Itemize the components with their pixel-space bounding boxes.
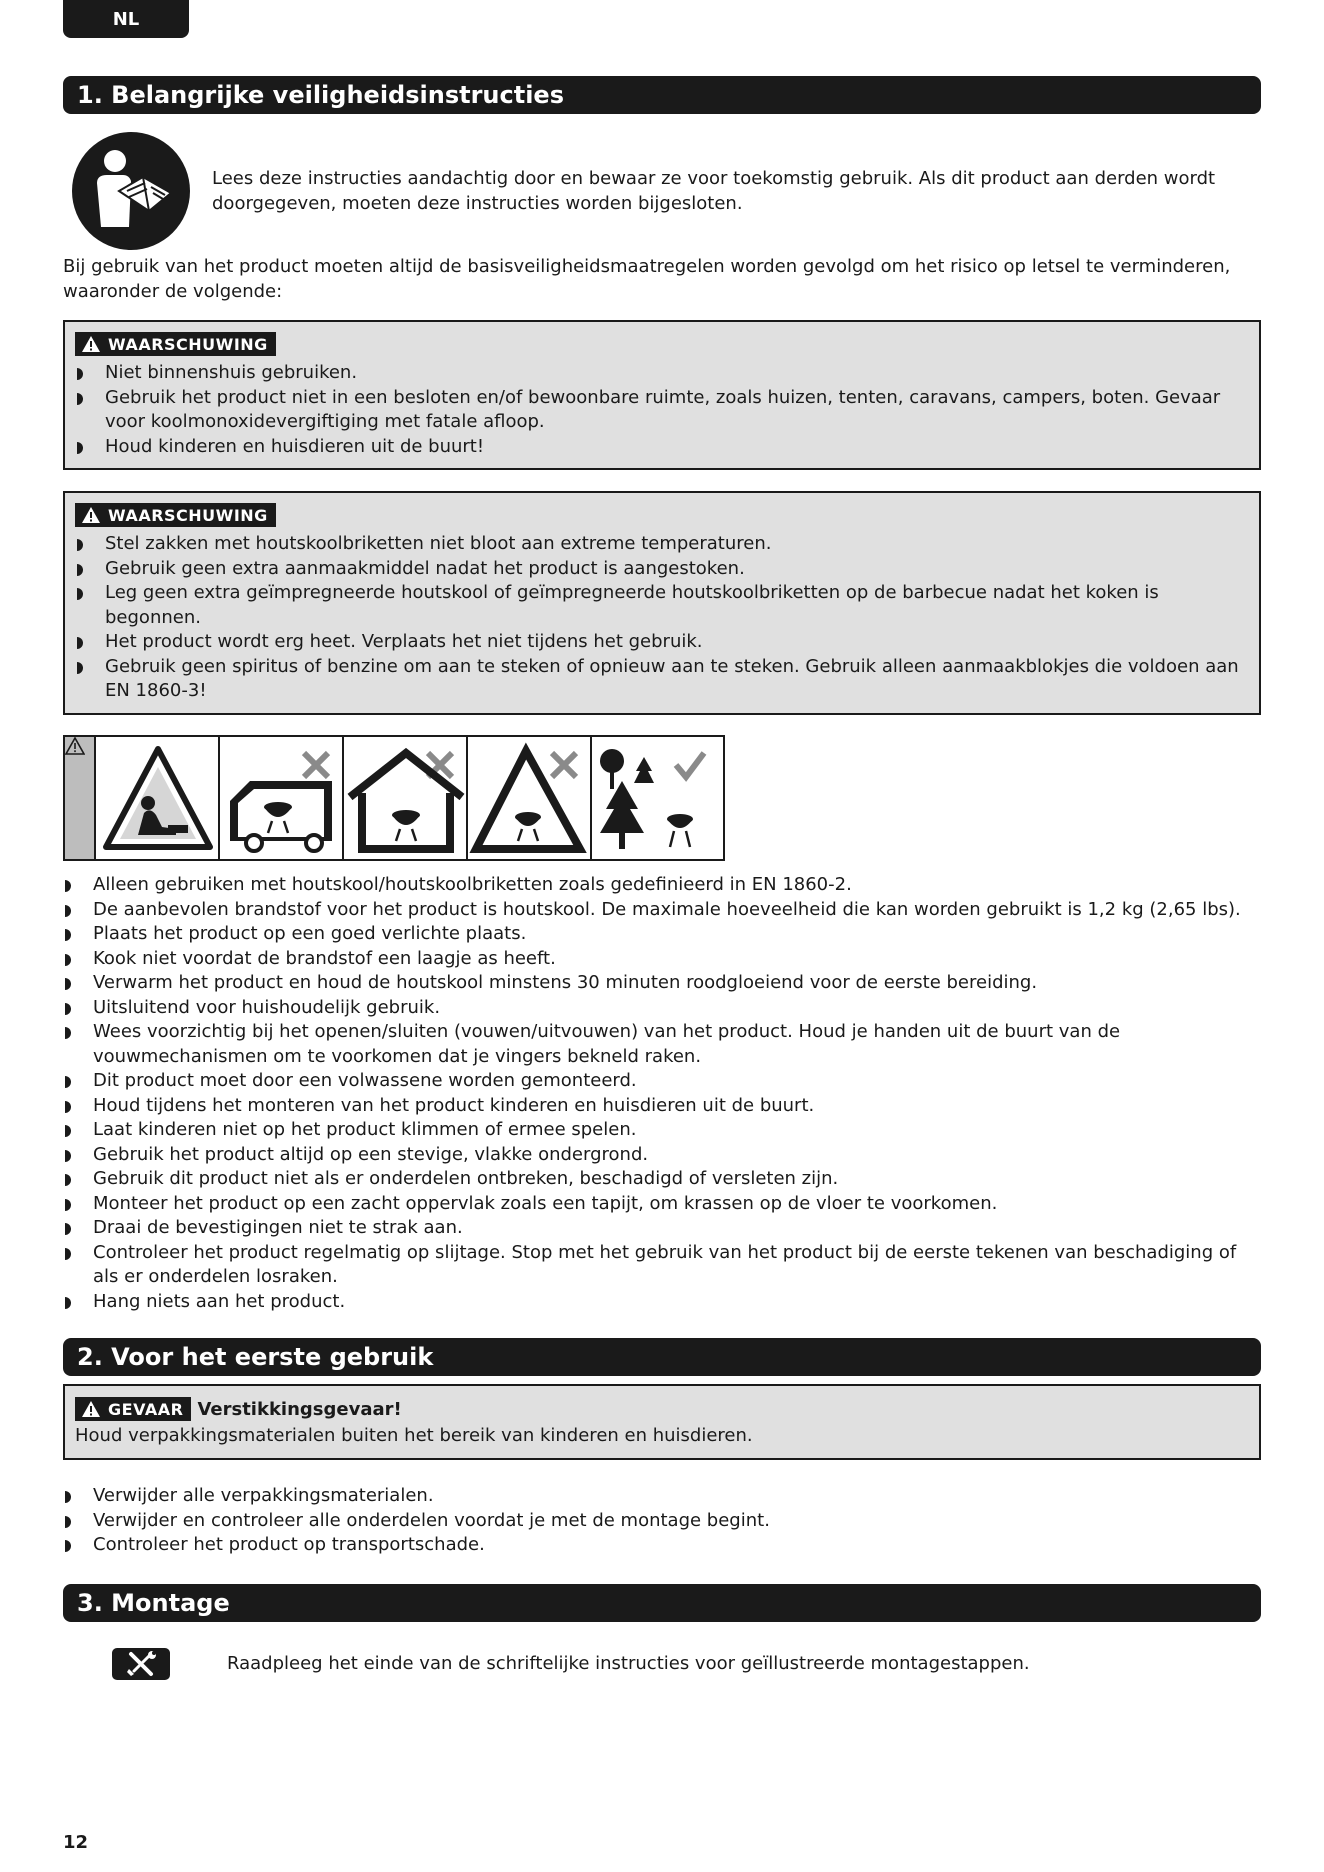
- warning-list-1: [75, 361, 1249, 459]
- tools-icon: [112, 1648, 170, 1680]
- warning-badge: [75, 332, 276, 356]
- warning-triangle-icon: [81, 335, 101, 353]
- pictogram-co-warning: [96, 737, 220, 859]
- danger-label: GEVAAR: [108, 1399, 184, 1419]
- danger-text: Houd verpakkingsmaterialen buiten het bereik van kinderen en huisdieren.: [75, 1425, 753, 1446]
- list-item: Controleer het product op transportschade.: [63, 1533, 1261, 1558]
- carbon-monoxide-warning-icon: [96, 737, 220, 859]
- list-item: Monteer het product op een zacht oppervlak zoals een tapijt, om krassen op de vloer te voorkomen.: [63, 1192, 1261, 1217]
- page-number: 12: [63, 1832, 89, 1853]
- read-instructions-text: Lees deze instructies aandachtig door en bewaar ze voor toekomstig gebruik. Als dit product aan derden wordt doorgegeven, moeten deze instructies worden bijgesloten.: [212, 168, 1216, 214]
- section-title-assembly: 3. Montage: [63, 1584, 1261, 1622]
- danger-heading: Verstikkingsgevaar!: [197, 1398, 402, 1420]
- list-item: De aanbevolen brandstof voor het product is houtskool. De maximale hoeveelheid die kan worden gebruikt is 1,2 kg (2,65 lbs).: [63, 898, 1261, 923]
- danger-box: [63, 1384, 1261, 1460]
- list-item: Verwijder alle verpakkingsmaterialen.: [63, 1484, 1261, 1509]
- pictogram-side-tab: [65, 737, 96, 859]
- list-item: Draai de bevestigingen niet te strak aan.: [63, 1216, 1261, 1241]
- warning-box-1: [63, 320, 1261, 470]
- list-item: Houd kinderen en huisdieren uit de buurt!: [75, 435, 1249, 460]
- list-item: Gebruik geen extra aanmaakmiddel nadat het product is aangestoken.: [75, 557, 1249, 582]
- list-item: Leg geen extra geïmpregneerde houtskool of geïmpregneerde houtskoolbriketten op de barbecue nadat het koken is begonnen.: [75, 581, 1249, 630]
- list-item: Verwijder en controleer alle onderdelen voordat je met de montage begint.: [63, 1509, 1261, 1534]
- outdoor-ok-icon: [592, 737, 716, 859]
- warning-label: WAARSCHUWING: [108, 334, 268, 354]
- list-item: Niet binnenshuis gebruiken.: [75, 361, 1249, 386]
- list-item: Verwarm het product en houd de houtskool minstens 30 minuten roodgloeiend voor de eerste bereiding.: [63, 971, 1261, 996]
- assembly-text: Raadpleeg het einde van de schriftelijke instructies voor geïllustreerde montagestappen.: [227, 1653, 1030, 1674]
- no-house-icon: [344, 737, 468, 859]
- list-item: Uitsluitend voor huishoudelijk gebruik.: [63, 996, 1261, 1021]
- warning-box-2: [63, 491, 1261, 715]
- section-title-safety: 1. Belangrijke veiligheidsinstructies: [63, 76, 1261, 114]
- warning-triangle-icon: [81, 1400, 101, 1418]
- list-item: Stel zakken met houtskoolbriketten niet bloot aan extreme temperaturen.: [75, 532, 1249, 557]
- list-item: Wees voorzichtig bij het openen/sluiten (vouwen/uitvouwen) van het product. Houd je handen uit de buurt van de vouwmechanismen om te voorkomen dat je vingers bekneld raken.: [63, 1020, 1261, 1069]
- section-title-before-first-use: 2. Voor het eerste gebruik: [63, 1338, 1261, 1376]
- warning-label: WAARSCHUWING: [108, 505, 268, 525]
- warning-triangle-icon: [81, 506, 101, 524]
- list-item: Controleer het product regelmatig op slijtage. Stop met het gebruik van het product bij de eerste tekenen van beschadiging of als er onderdelen losraken.: [63, 1241, 1261, 1290]
- list-item: Gebruik dit product niet als er onderdelen ontbreken, beschadigd of versleten zijn.: [63, 1167, 1261, 1192]
- pictogram-outdoor-ok: [592, 737, 716, 859]
- warning-badge: [75, 503, 276, 527]
- list-item: Gebruik het product altijd op een stevige, vlakke ondergrond.: [63, 1143, 1261, 1168]
- list-item: Alleen gebruiken met houtskool/houtskoolbriketten zoals gedefinieerd in EN 1860-2.: [63, 873, 1261, 898]
- list-item: Gebruik het product niet in een besloten en/of bewoonbare ruimte, zoals huizen, tenten, caravans, campers, boten. Gevaar voor koolmonoxidevergiftiging met fatale afloop.: [75, 386, 1249, 435]
- read-manual-icon: [71, 131, 191, 251]
- before-use-list: [63, 1484, 1261, 1558]
- safety-list: [63, 873, 1261, 1314]
- list-item: Kook niet voordat de brandstof een laagje as heeft.: [63, 947, 1261, 972]
- pictogram-strip: [63, 735, 725, 861]
- list-item: Dit product moet door een volwassene worden gemonteerd.: [63, 1069, 1261, 1094]
- no-tent-icon: [468, 737, 592, 859]
- pictogram-no-vehicle: [220, 737, 344, 859]
- small-warning-icon: [65, 737, 85, 755]
- pictogram-no-tent: [468, 737, 592, 859]
- list-item: Hang niets aan het product.: [63, 1290, 1261, 1315]
- list-item: Gebruik geen spiritus of benzine om aan te steken of opnieuw aan te steken. Gebruik alleen aanmaakblokjes die voldoen aan EN 1860-3!: [75, 655, 1249, 704]
- list-item: Het product wordt erg heet. Verplaats het niet tijdens het gebruik.: [75, 630, 1249, 655]
- language-tab: NL: [63, 0, 189, 38]
- list-item: Plaats het product op een goed verlichte plaats.: [63, 922, 1261, 947]
- pictogram-no-indoor: [344, 737, 468, 859]
- list-item: Houd tijdens het monteren van het product kinderen en huisdieren uit de buurt.: [63, 1094, 1261, 1119]
- warning-list-2: [75, 532, 1249, 704]
- list-item: Laat kinderen niet op het product klimmen of ermee spelen.: [63, 1118, 1261, 1143]
- danger-badge: [75, 1397, 191, 1421]
- safety-intro: Bij gebruik van het product moeten altijd de basisveiligheidsmaatregelen worden gevolgd om het risico op letsel te verminderen, waaronder de volgende:: [63, 256, 1231, 302]
- no-vehicle-icon: [220, 737, 344, 859]
